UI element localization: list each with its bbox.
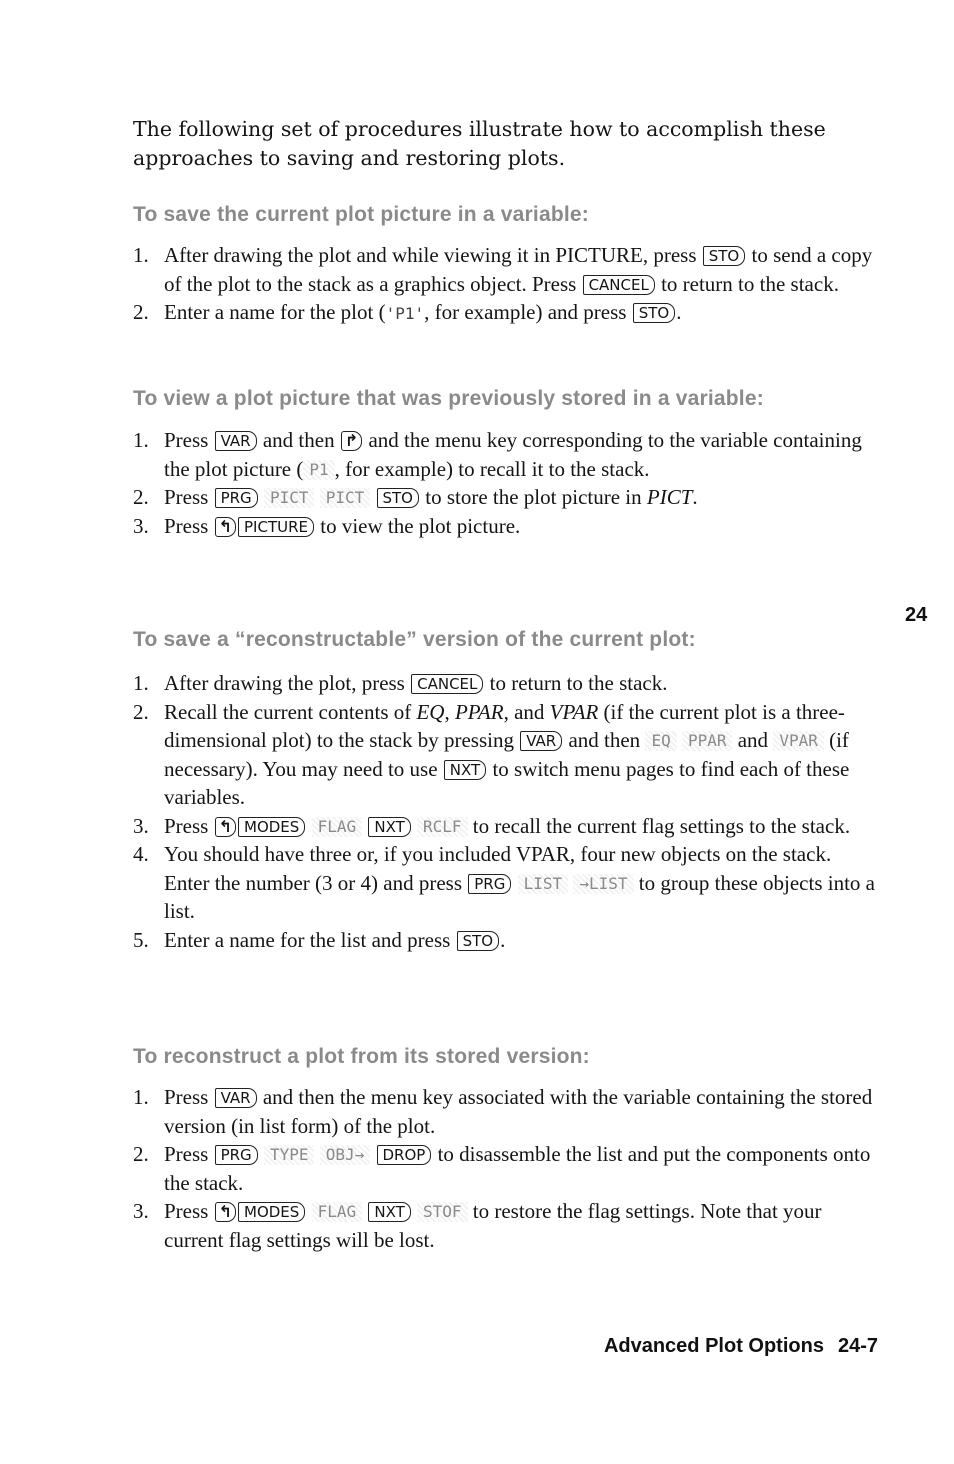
calculator-key: NXT [444,760,486,780]
list-item [133,698,878,812]
step-number: 2. [133,699,149,724]
variable-name: EQ [416,699,445,724]
step-text: to group these objects into a list. [164,870,875,923]
step-text: . [676,300,682,324]
page-number: 24-7 [837,1335,878,1357]
step-text: , for example) and press [424,300,632,324]
list-item [133,426,878,483]
step-number: 2. [133,300,149,324]
step-text: and [732,728,774,752]
calculator-key: MODES [238,817,305,837]
step-text: Press [164,813,214,838]
menu-key-label: PICT [264,488,315,508]
steps-list [133,241,878,329]
menu-key-label: PICT [320,488,371,508]
step-text: to send a copy of the plot to the stack as a graphics object. Press [164,243,873,296]
calculator-key: DROP [377,1145,432,1165]
step-text: . [500,927,506,952]
calculator-key: PRG [215,488,258,508]
step-text: to return to the stack. [484,671,668,695]
list-item [133,812,878,841]
step-text: Enter a name for the list and press [164,927,456,952]
calculator-key: VAR [215,431,257,451]
menu-key-label: VPAR [773,731,824,751]
step-text [362,814,367,838]
step-text: Press [164,428,214,452]
menu-key-label: EQ [645,731,676,751]
calculator-key: MODES [238,1202,305,1222]
step-number: 3. [133,813,149,838]
step-text: (if the current plot is a three-dimensional plot) to the stack by pressing [164,699,845,752]
menu-key-label: RCLF [417,817,468,837]
variable-name: PPAR [454,699,504,724]
list-item [133,669,878,698]
step-text: Recall the current contents of [164,699,417,724]
calculator-key: NXT [368,817,410,837]
steps-list [133,669,878,954]
list-item [133,1140,878,1197]
calculator-key: CANCEL [411,674,483,694]
step-number: 2. [133,1142,149,1166]
step-number: 3. [133,1199,149,1223]
step-text: to switch menu pages to find each of these variables. [164,756,850,809]
steps-list [133,1083,878,1254]
calculator-key: VAR [215,1088,257,1108]
list-item [133,483,878,512]
menu-key-label: OBJ→ [320,1145,371,1165]
list-item [133,298,878,329]
step-number: 3. [133,513,149,538]
menu-key-label: LIST [518,874,569,894]
calculator-key: STO [633,303,676,323]
step-text: to restore the flag settings. Note that your current flag settings will be lost. [164,1199,822,1252]
calculator-key: PRG [215,1145,258,1165]
variable-name: PICT [646,485,693,509]
step-text: , and [503,699,550,724]
menu-key-label: P1 [303,460,334,480]
step-text: to store the plot picture in [420,485,647,509]
step-text: Press [164,485,214,509]
calculator-key: NXT [368,1202,410,1222]
calculator-key: PICTURE [238,517,314,537]
step-text: Press [164,1085,214,1109]
calculator-key: STO [457,931,500,951]
step-text: (if necessary). You may need to use [164,728,849,781]
list-item [133,926,878,955]
list-item [133,512,878,541]
list-item [133,1197,878,1254]
section-heading-save-picture: To save the current plot picture in a variable: [133,203,589,226]
step-number: 1. [133,671,149,695]
section-heading-reconstruct: To reconstruct a plot from its stored version: [133,1045,590,1068]
calculator-key: STO [703,246,746,266]
variable-name: VPAR [549,699,599,724]
calculator-key: STO [377,488,420,508]
calculator-key: CANCEL [583,275,655,295]
list-item [133,840,878,926]
step-text: to disassemble the list and put the components onto the stack. [164,1142,871,1195]
step-text: After drawing the plot and while viewing it in PICTURE, press [164,243,702,267]
step-text: Enter a name for the plot ( [164,300,386,324]
shift-key-icon: ↰ [215,517,236,537]
list-item [133,241,878,298]
shift-key-icon: ↰ [215,817,236,837]
step-text: Press [164,513,214,538]
step-number: 1. [133,428,149,452]
steps-list [133,426,878,540]
menu-key-label: PPAR [682,731,733,751]
chapter-tab: 24 [905,604,928,626]
step-text: and then the menu key associated with the variable containing the stored version (in list form) of the plot. [164,1085,873,1138]
step-text: and then [563,728,646,752]
menu-key-label: FLAG [312,1202,363,1222]
step-number: 2. [133,485,149,509]
step-text: You should have three or, if you included VPAR, four new objects on the stack. Enter the number (3 or 4) and press [164,842,832,895]
menu-key-label: FLAG [312,817,363,837]
page-footer [604,1335,878,1358]
list-item [133,1083,878,1140]
section-heading-save-reconstructable: To save a “reconstructable” version of the current plot: [133,628,696,651]
step-text: Press [164,1199,214,1223]
section-heading-view-picture: To view a plot picture that was previously stored in a variable: [133,387,764,410]
step-number: 4. [133,842,149,866]
shift-key-icon: ↰ [215,1202,236,1222]
step-text [370,485,375,509]
calculator-key: VAR [520,731,562,751]
menu-key-label: STOF [417,1202,468,1222]
step-text: to view the plot picture. [314,513,521,538]
footer-title: Advanced Plot Options [603,1335,824,1357]
step-text: to return to the stack. [655,271,839,296]
step-number: 1. [133,243,149,267]
step-text [370,1142,375,1166]
step-text: to recall the current flag settings to the stack. [467,813,851,838]
menu-key-label: →LIST [573,874,633,894]
step-number: 5. [133,927,149,952]
calculator-key: PRG [468,874,511,894]
step-text: and the menu key corresponding to the variable containing the plot picture ( [164,428,862,481]
step-text: , for example) to recall it to the stack. [334,456,650,481]
step-text: , [444,699,455,724]
shift-key-icon: ↱ [341,431,362,451]
step-text: After drawing the plot, press [164,671,411,695]
step-text: . [692,485,698,509]
step-text [362,1199,367,1223]
step-number: 1. [133,1085,149,1109]
menu-key-label: TYPE [264,1145,315,1165]
code-text: 'P1' [385,304,425,323]
intro-paragraph: The following set of procedures illustrate how to accomplish these approaches to saving and restoring plots. [133,117,826,170]
step-text: and then [257,428,340,452]
step-text: Press [164,1142,214,1166]
